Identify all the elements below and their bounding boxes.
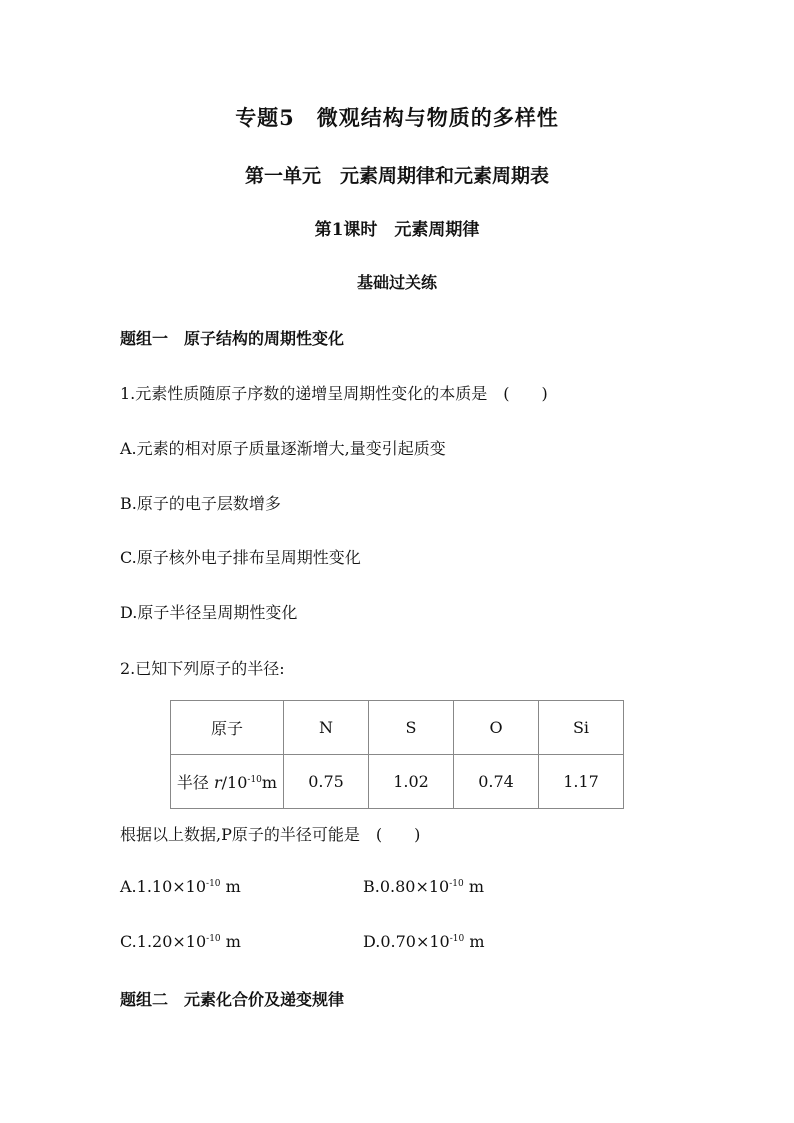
radius-base: /10 <box>221 773 248 792</box>
table-cell: S <box>369 701 454 755</box>
q2-option-c <box>120 932 241 951</box>
q1-option-a: A.元素的相对原子质量逐渐增大,量变引起质变 <box>120 439 446 458</box>
table-cell: 原子 <box>171 701 284 755</box>
radius-table <box>170 700 624 809</box>
table-header-row <box>171 701 624 755</box>
option-unit: m <box>464 932 485 951</box>
q1-option-d: D.原子半径呈周期性变化 <box>120 603 298 622</box>
option-exp: -10 <box>206 879 221 889</box>
table-cell: 1.02 <box>369 755 454 809</box>
q2-option-d <box>363 932 485 951</box>
radius-unit: m <box>261 773 278 792</box>
option-text: A.1.10×10 <box>120 877 207 896</box>
table-row <box>171 755 624 809</box>
option-exp: -10 <box>449 879 464 889</box>
option-text: D.0.70×10 <box>363 932 450 951</box>
table-cell: 0.75 <box>284 755 369 809</box>
q1-stem: 1.元素性质随原子序数的递增呈周期性变化的本质是 ( ) <box>120 384 548 403</box>
group1-title: 题组一 原子结构的周期性变化 <box>120 329 345 348</box>
unit-title: 第一单元 元素周期律和元素周期表 <box>244 165 549 187</box>
q2-stem: 2.已知下列原子的半径: <box>120 659 285 678</box>
table-cell: 0.74 <box>454 755 539 809</box>
q2-option-a <box>120 877 241 896</box>
lesson-title: 第1课时 元素周期律 <box>314 220 480 240</box>
table-cell: N <box>284 701 369 755</box>
q1-option-c: C.原子核外电子排布呈周期性变化 <box>120 548 361 567</box>
q1-option-b: B.原子的电子层数增多 <box>120 494 281 513</box>
topic-title: 专题5 微观结构与物质的多样性 <box>235 105 559 130</box>
option-unit: m <box>220 877 241 896</box>
option-unit: m <box>220 932 241 951</box>
q2-option-b <box>363 877 484 896</box>
option-exp: -10 <box>449 934 465 944</box>
section-title: 基础过关练 <box>356 273 437 292</box>
group2-title: 题组二 元素化合价及递变规律 <box>120 990 345 1009</box>
option-exp: -10 <box>206 934 221 944</box>
table-cell: 1.17 <box>539 755 624 809</box>
radius-var: r <box>214 773 222 792</box>
table-cell: O <box>454 701 539 755</box>
option-text: C.1.20×10 <box>120 932 207 951</box>
table-cell: Si <box>539 701 624 755</box>
option-text: B.0.80×10 <box>363 877 450 896</box>
q2-question: 根据以上数据,P原子的半径可能是 ( ) <box>120 825 421 844</box>
radius-exp: -10 <box>247 775 262 785</box>
radius-label-prefix: 半径 <box>176 773 214 792</box>
option-unit: m <box>463 877 484 896</box>
radius-label-cell <box>171 755 284 809</box>
